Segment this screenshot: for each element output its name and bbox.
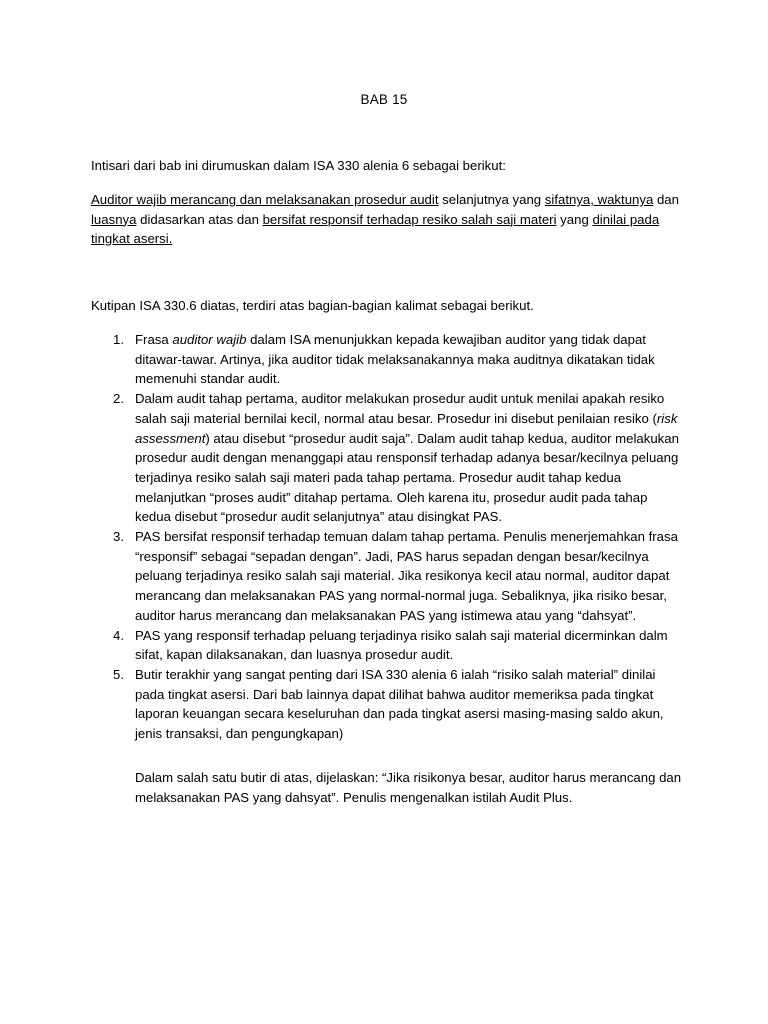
list-text: dalam ISA menunjukkan kepada kewajiban auditor yang tidak dapat ditawar-tawar. Artinya, jika auditor tidak melaksanakannya maka auditnya dikatakan tidak memenuhi standar audit. bbox=[135, 332, 655, 387]
list-number: 5. bbox=[113, 666, 124, 682]
list-item bbox=[91, 527, 683, 626]
numbered-list bbox=[91, 330, 683, 744]
quote-part-9: dinilai pada tingkat asersi. bbox=[91, 211, 660, 246]
list-text: ) atau disebut “prosedur audit saja”. Dalam audit tahap kedua, auditor melakukan prosedur audit dengan menanggapi atau rensponsif terhadap adanya besar/kecilnya peluang terjadinya resiko salah saji materi pada tahap pertama. Prosedur audit tahap kedua melanjutkan “proses audit” ditahap pertama. Oleh karena itu, prosedur audit pada tahap kedua disebut “prosedur audit selanjutnya” atau disingkat PAS. bbox=[135, 430, 679, 525]
list-text: Dalam audit tahap pertama, auditor melakukan prosedur audit untuk menilai apakah resiko salah saji material bernilai kecil, normal atau besar. Prosedur ini disebut penilaian resiko ( bbox=[135, 391, 665, 426]
list-item bbox=[91, 389, 683, 527]
quote-part-8: yang bbox=[556, 211, 593, 227]
list-emphasis: auditor wajib bbox=[172, 332, 247, 347]
quote-part-4: dan bbox=[653, 192, 679, 207]
intro-paragraph: Intisari dari bab ini dirumuskan dalam ISA 330 alenia 6 sebagai berikut: bbox=[91, 158, 506, 173]
quote-part-6: didasarkan atas dan bbox=[136, 211, 263, 227]
list-item bbox=[91, 330, 683, 389]
list-text: Frasa bbox=[135, 332, 173, 347]
list-number: 3. bbox=[113, 529, 124, 545]
isa-quote-paragraph bbox=[91, 190, 681, 249]
list-text: PAS yang responsif terhadap peluang terjadinya risiko salah saji material dicerminkan dalm sifat, kapan dilaksanakan, dan luasnya prosedur audit. bbox=[135, 627, 668, 663]
list-text: PAS bersifat responsif terhadap temuan dalam tahap pertama. Penulis menerjemahkan frasa “responsif” sebagai “sepadan dengan”. Jadi, PAS harus sepadan dengan besar/kecilnya peluang terjadinya resiko salah saji material. Jika resikonya kecil atau normal, auditor dapat merancang dan melaksanakan PAS yang normal-normal juga. Sebaliknya, jika risiko besar, auditor harus merancang dan melaksanakan PAS yang istimewa atau yang “dahsyat”. bbox=[135, 529, 678, 623]
lead-paragraph: Kutipan ISA 330.6 diatas, terdiri atas bagian-bagian kalimat sebagai berikut. bbox=[91, 298, 534, 313]
list-item bbox=[91, 665, 683, 744]
list-item bbox=[91, 626, 683, 665]
list-number: 4. bbox=[113, 627, 124, 643]
list-number: 2. bbox=[113, 391, 124, 407]
page-title: BAB 15 bbox=[360, 92, 408, 107]
quote-part-5: luasnya bbox=[91, 211, 137, 227]
list-number: 1. bbox=[113, 332, 124, 347]
quote-part-3: sifatnya, waktunya bbox=[544, 192, 654, 207]
closing-paragraph: Dalam salah satu butir di atas, dijelaskan: “Jika risikonya besar, auditor harus merancang dan melaksanakan PAS yang dahsyat”. Penulis mengenalkan istilah Audit Plus. bbox=[135, 770, 682, 805]
quote-part-7: bersifat responsif terhadap resiko salah saji materi bbox=[262, 211, 557, 227]
quote-part-2: selanjutnya yang bbox=[438, 192, 545, 207]
list-text: Butir terakhir yang sangat penting dari ISA 330 alenia 6 ialah “risiko salah material” dinilai pada tingkat asersi. Dari bab lainnya dapat dilihat bahwa auditor memeriksa pada tingkat laporan keuangan secara keseluruhan dan pada tingkat asersi masing-masing saldo akun, jenis transaksi, dan pengungkapan) bbox=[135, 666, 664, 742]
quote-part-1: Auditor wajib merancang dan melaksanakan prosedur audit bbox=[91, 192, 439, 207]
list-emphasis: risk assessment bbox=[135, 410, 678, 446]
